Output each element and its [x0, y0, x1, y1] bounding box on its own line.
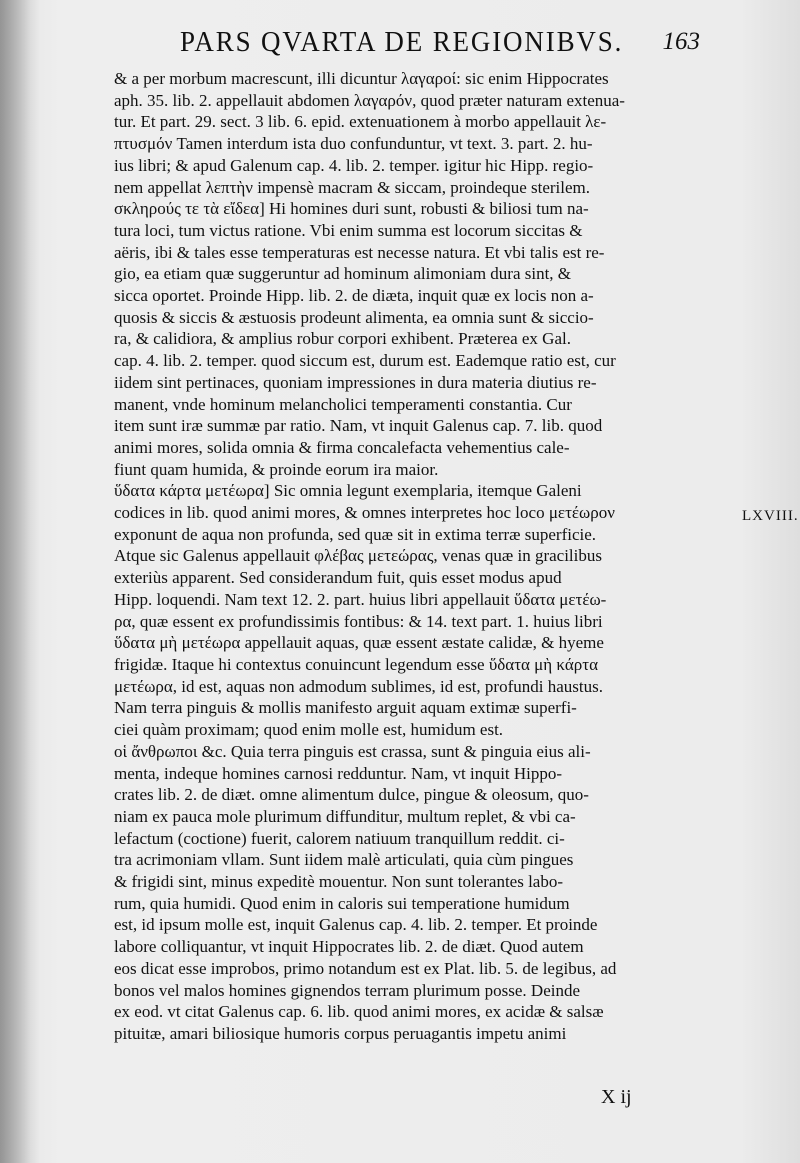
text-line: σκληρούς τε τὰ εἴδεα] Hi homines duri sunt, robusti & biliosi tum na-: [114, 199, 589, 219]
text-line: iidem sint pertinaces, quoniam impressiones in dura materia diutius re-: [114, 372, 597, 392]
text-line: labore colliquantur, vt inquit Hippocrates lib. 2. de diæt. Quod autem: [114, 937, 584, 957]
text-line: menta, indeque homines carnosi redduntur. Nam, vt inquit Hippo-: [114, 763, 563, 783]
text-line: pituitæ, amari biliosique humoris corpus peruagantis impetu animi: [114, 1023, 567, 1043]
page-header: [180, 26, 700, 66]
page-number: 163: [662, 28, 700, 55]
text-line: fiunt quam humida, & proinde eorum ira maior.: [114, 459, 439, 479]
text-line: manent, vnde hominum melancholici temperamenti constantia. Cur: [114, 394, 572, 414]
text-line: niam ex pauca mole plurimum diffunditur, multum replet, & vbi ca-: [114, 806, 576, 826]
text-line: ius libri; & apud Galenum cap. 4. lib. 2. temper. igitur hic Hipp. regio-: [114, 155, 594, 175]
text-line: ρα, quæ essent ex profundissimis fontibus: & 14. text part. 1. huius libri: [114, 611, 603, 631]
text-line: crates lib. 2. de diæt. omne alimentum dulce, pingue & oleosum, quo-: [114, 785, 589, 805]
text-line: rum, quia humidi. Quod enim in caloris sui temperatione humidum: [114, 893, 570, 913]
body-text: [114, 68, 739, 1045]
text-line: tra acrimoniam vllam. Sunt iidem malè articulati, quia cùm pingues: [114, 850, 574, 870]
text-line: πτυσμόν Tamen interdum ista duo confunduntur, vt text. 3. part. 2. hu-: [114, 134, 593, 154]
spine-shadow: [0, 0, 40, 1163]
text-line: ex eod. vt citat Galenus cap. 6. lib. quod animi mores, ex acidæ & salsæ: [114, 1002, 604, 1022]
text-line: eos dicat esse improbos, primo notandum est ex Plat. lib. 5. de legibus, ad: [114, 958, 617, 978]
text-line: lefactum (coctione) fuerit, calorem natiuum tranquillum reddit. ci-: [114, 828, 565, 848]
text-line: sicca oportet. Proinde Hipp. lib. 2. de diæta, inquit quæ ex locis non a-: [114, 286, 594, 306]
text-line: est, id ipsum molle est, inquit Galenus cap. 4. lib. 2. temper. Et proinde: [114, 915, 598, 935]
text-line: aph. 35. lib. 2. appellauit abdomen λαγαρόν, quod præter naturam extenua-: [114, 90, 625, 110]
text-line: frigidæ. Itaque hi contextus conuincunt legendum esse ὕδατα μὴ κάρτα: [114, 654, 598, 674]
running-head: PARS QVARTA DE REGIONIBVS.: [180, 26, 624, 58]
text-line: tura loci, tum victus ratione. Vbi enim summa est locorum siccitas &: [114, 220, 583, 240]
text-line: exteriùs apparent. Sed considerandum fuit, quis esset modus apud: [114, 568, 562, 588]
text-line: Nam terra pinguis & mollis manifesto arguit aquam extimæ superfi-: [114, 698, 577, 718]
text-line: bonos vel malos homines gignendos terram plurimum posse. Deinde: [114, 980, 581, 1000]
signature-mark: X ij: [601, 1086, 632, 1108]
text-line: Atque sic Galenus appellauit φλέβας μετεώρας, venas quæ in gracilibus: [114, 546, 602, 566]
text-line: ciei quàm proximam; quod enim molle est, humidum est.: [114, 720, 504, 740]
text-line: aëris, ibi & tales esse temperaturas est necesse natura. Et vbi talis est re-: [114, 242, 605, 262]
text-line: animi mores, solida omnia & firma concalefacta vehementius cale-: [114, 437, 570, 457]
margin-note: LXVIII.: [742, 508, 799, 524]
text-line: ὕδατα μὴ μετέωρα appellauit aquas, quæ essent æstate calidæ, & hyeme: [114, 633, 604, 653]
text-line: item sunt iræ summæ par ratio. Nam, vt inquit Galenus cap. 7. lib. quod: [114, 416, 603, 436]
text-line: οἱ ἄνθρωποι &c. Quia terra pinguis est crassa, sunt & pinguia eius ali-: [114, 741, 591, 761]
text-line: gio, ea etiam quæ suggeruntur ad hominum alimoniam dura sint, &: [114, 264, 572, 284]
text-line: cap. 4. lib. 2. temper. quod siccum est, durum est. Eademque ratio est, cur: [114, 351, 616, 371]
text-line: ὕδατα κάρτα μετέωρα] Sic omnia legunt exemplaria, itemque Galeni: [114, 481, 582, 501]
text-line: & a per morbum macrescunt, illi dicuntur λαγαροί: sic enim Hippocrates: [114, 69, 609, 88]
text-line: exponunt de aqua non profunda, sed quæ sit in extima terræ superficie.: [114, 524, 597, 544]
text-line: quosis & siccis & æstuosis prodeunt alimenta, ea omnia sunt & siccio-: [114, 307, 594, 327]
text-line: codices in lib. quod animi mores, & omnes interpretes hoc loco μετέωρον: [114, 503, 615, 523]
text-line: & frigidi sint, minus expeditè mouentur. Non sunt tolerantes labo-: [114, 872, 564, 892]
text-line: ra, & calidiora, & amplius robur corpori exhibent. Præterea ex Gal.: [114, 329, 571, 349]
text-line: nem appellat λεπτὴν impensè macram & siccam, proindeque sterilem.: [114, 177, 590, 197]
text-line: μετέωρα, id est, aquas non admodum sublimes, id est, profundi haustus.: [114, 676, 603, 696]
text-line: Hipp. loquendi. Nam text 12. 2. part. huius libri appellauit ὕδατα μετέω-: [114, 589, 607, 609]
text-line: tur. Et part. 29. sect. 3 lib. 6. epid. extenuationem à morbo appellauit λε-: [114, 112, 607, 132]
